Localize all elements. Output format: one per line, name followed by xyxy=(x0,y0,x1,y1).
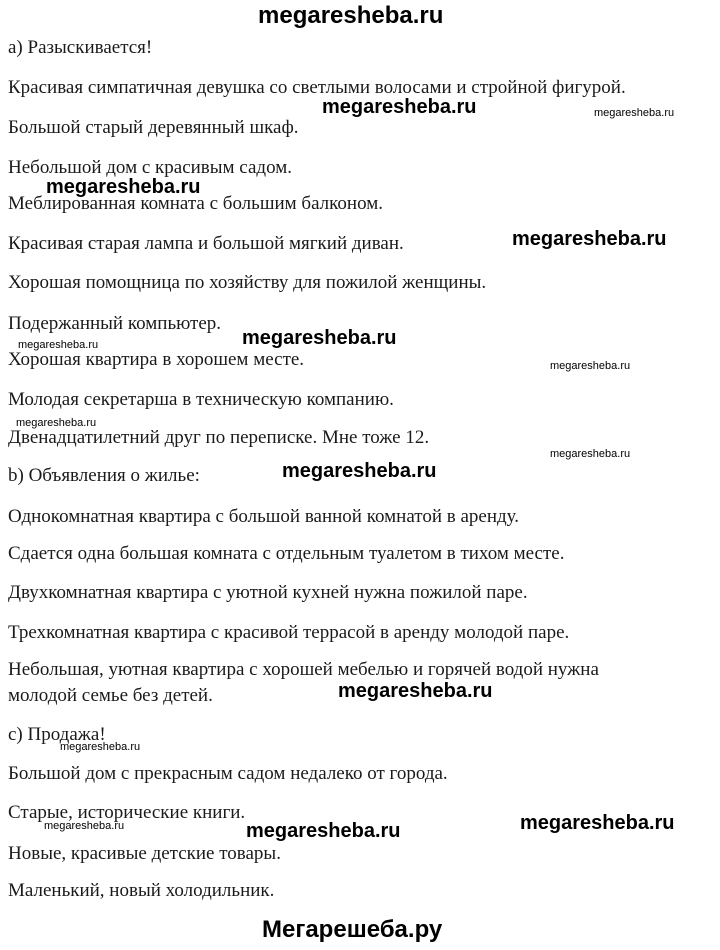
text-line: Трехкомнатная квартира с красивой террасой в аренду молодой паре. xyxy=(8,622,570,643)
watermark: megaresheba.ru xyxy=(46,176,201,198)
watermark: megaresheba.ru xyxy=(16,417,97,429)
text-line: Небольшой дом с красивым садом. xyxy=(8,157,292,178)
text-line: Красивая симпатичная девушка со светлыми волосами и стройной фигурой. xyxy=(8,77,626,98)
text-line: Подержанный компьютер. xyxy=(8,313,222,334)
text-line: Небольшая, уютная квартира с хорошей мебелью и горячей водой нужна xyxy=(8,659,599,680)
text-line: Двухкомнатная квартира с уютной кухней нужна пожилой паре. xyxy=(8,582,528,603)
text-line: Хорошая помощница по хозяйству для пожилой женщины. xyxy=(8,272,487,293)
text-line: b) Объявления о жилье: xyxy=(8,465,200,486)
text-line: Двенадцатилетний друг по переписке. Мне тоже 12. xyxy=(8,427,430,448)
watermark: megaresheba.ru xyxy=(60,741,141,753)
text-line: Большой дом с прекрасным садом недалеко от города. xyxy=(8,763,448,784)
text-line: Старые, исторические книги. xyxy=(8,802,246,823)
text-line: Большой старый деревянный шкаф. xyxy=(8,117,299,138)
watermark: megaresheba.ru xyxy=(520,812,675,834)
watermark: megaresheba.ru xyxy=(44,820,125,832)
text-line: a) Разыскивается! xyxy=(8,37,153,58)
text-line: Маленький, новый холодильник. xyxy=(8,880,275,901)
watermark: megaresheba.ru xyxy=(512,228,667,250)
watermark: megaresheba.ru xyxy=(594,107,675,119)
text-line: Молодая секретарша в техническую компанию. xyxy=(8,389,394,410)
text-line: Меблированная комната с большим балконом. xyxy=(8,193,383,214)
watermark: megaresheba.ru xyxy=(322,96,477,118)
text-line: Сдается одна большая комната с отдельным туалетом в тихом месте. xyxy=(8,543,565,564)
watermark: megaresheba.ru xyxy=(242,327,397,349)
text-line: Красивая старая лампа и большой мягкий диван. xyxy=(8,233,404,254)
watermark: megaresheba.ru xyxy=(246,820,401,842)
text-line: молодой семье без детей. xyxy=(8,685,213,706)
watermark: megaresheba.ru xyxy=(338,680,493,702)
watermark: megaresheba.ru xyxy=(550,448,631,460)
text-line: Новые, красивые детские товары. xyxy=(8,843,281,864)
header-watermark: megaresheba.ru xyxy=(258,2,444,29)
text-line: Хорошая квартира в хорошем месте. xyxy=(8,349,305,370)
watermark: megaresheba.ru xyxy=(282,460,437,482)
watermark: megaresheba.ru xyxy=(18,339,99,351)
text-line: c) Продажа! xyxy=(8,724,106,745)
footer-watermark: Мегарешеба.ру xyxy=(262,916,443,943)
watermark: megaresheba.ru xyxy=(550,360,631,372)
text-line: Однокомнатная квартира с большой ванной комнатой в аренду. xyxy=(8,506,520,527)
